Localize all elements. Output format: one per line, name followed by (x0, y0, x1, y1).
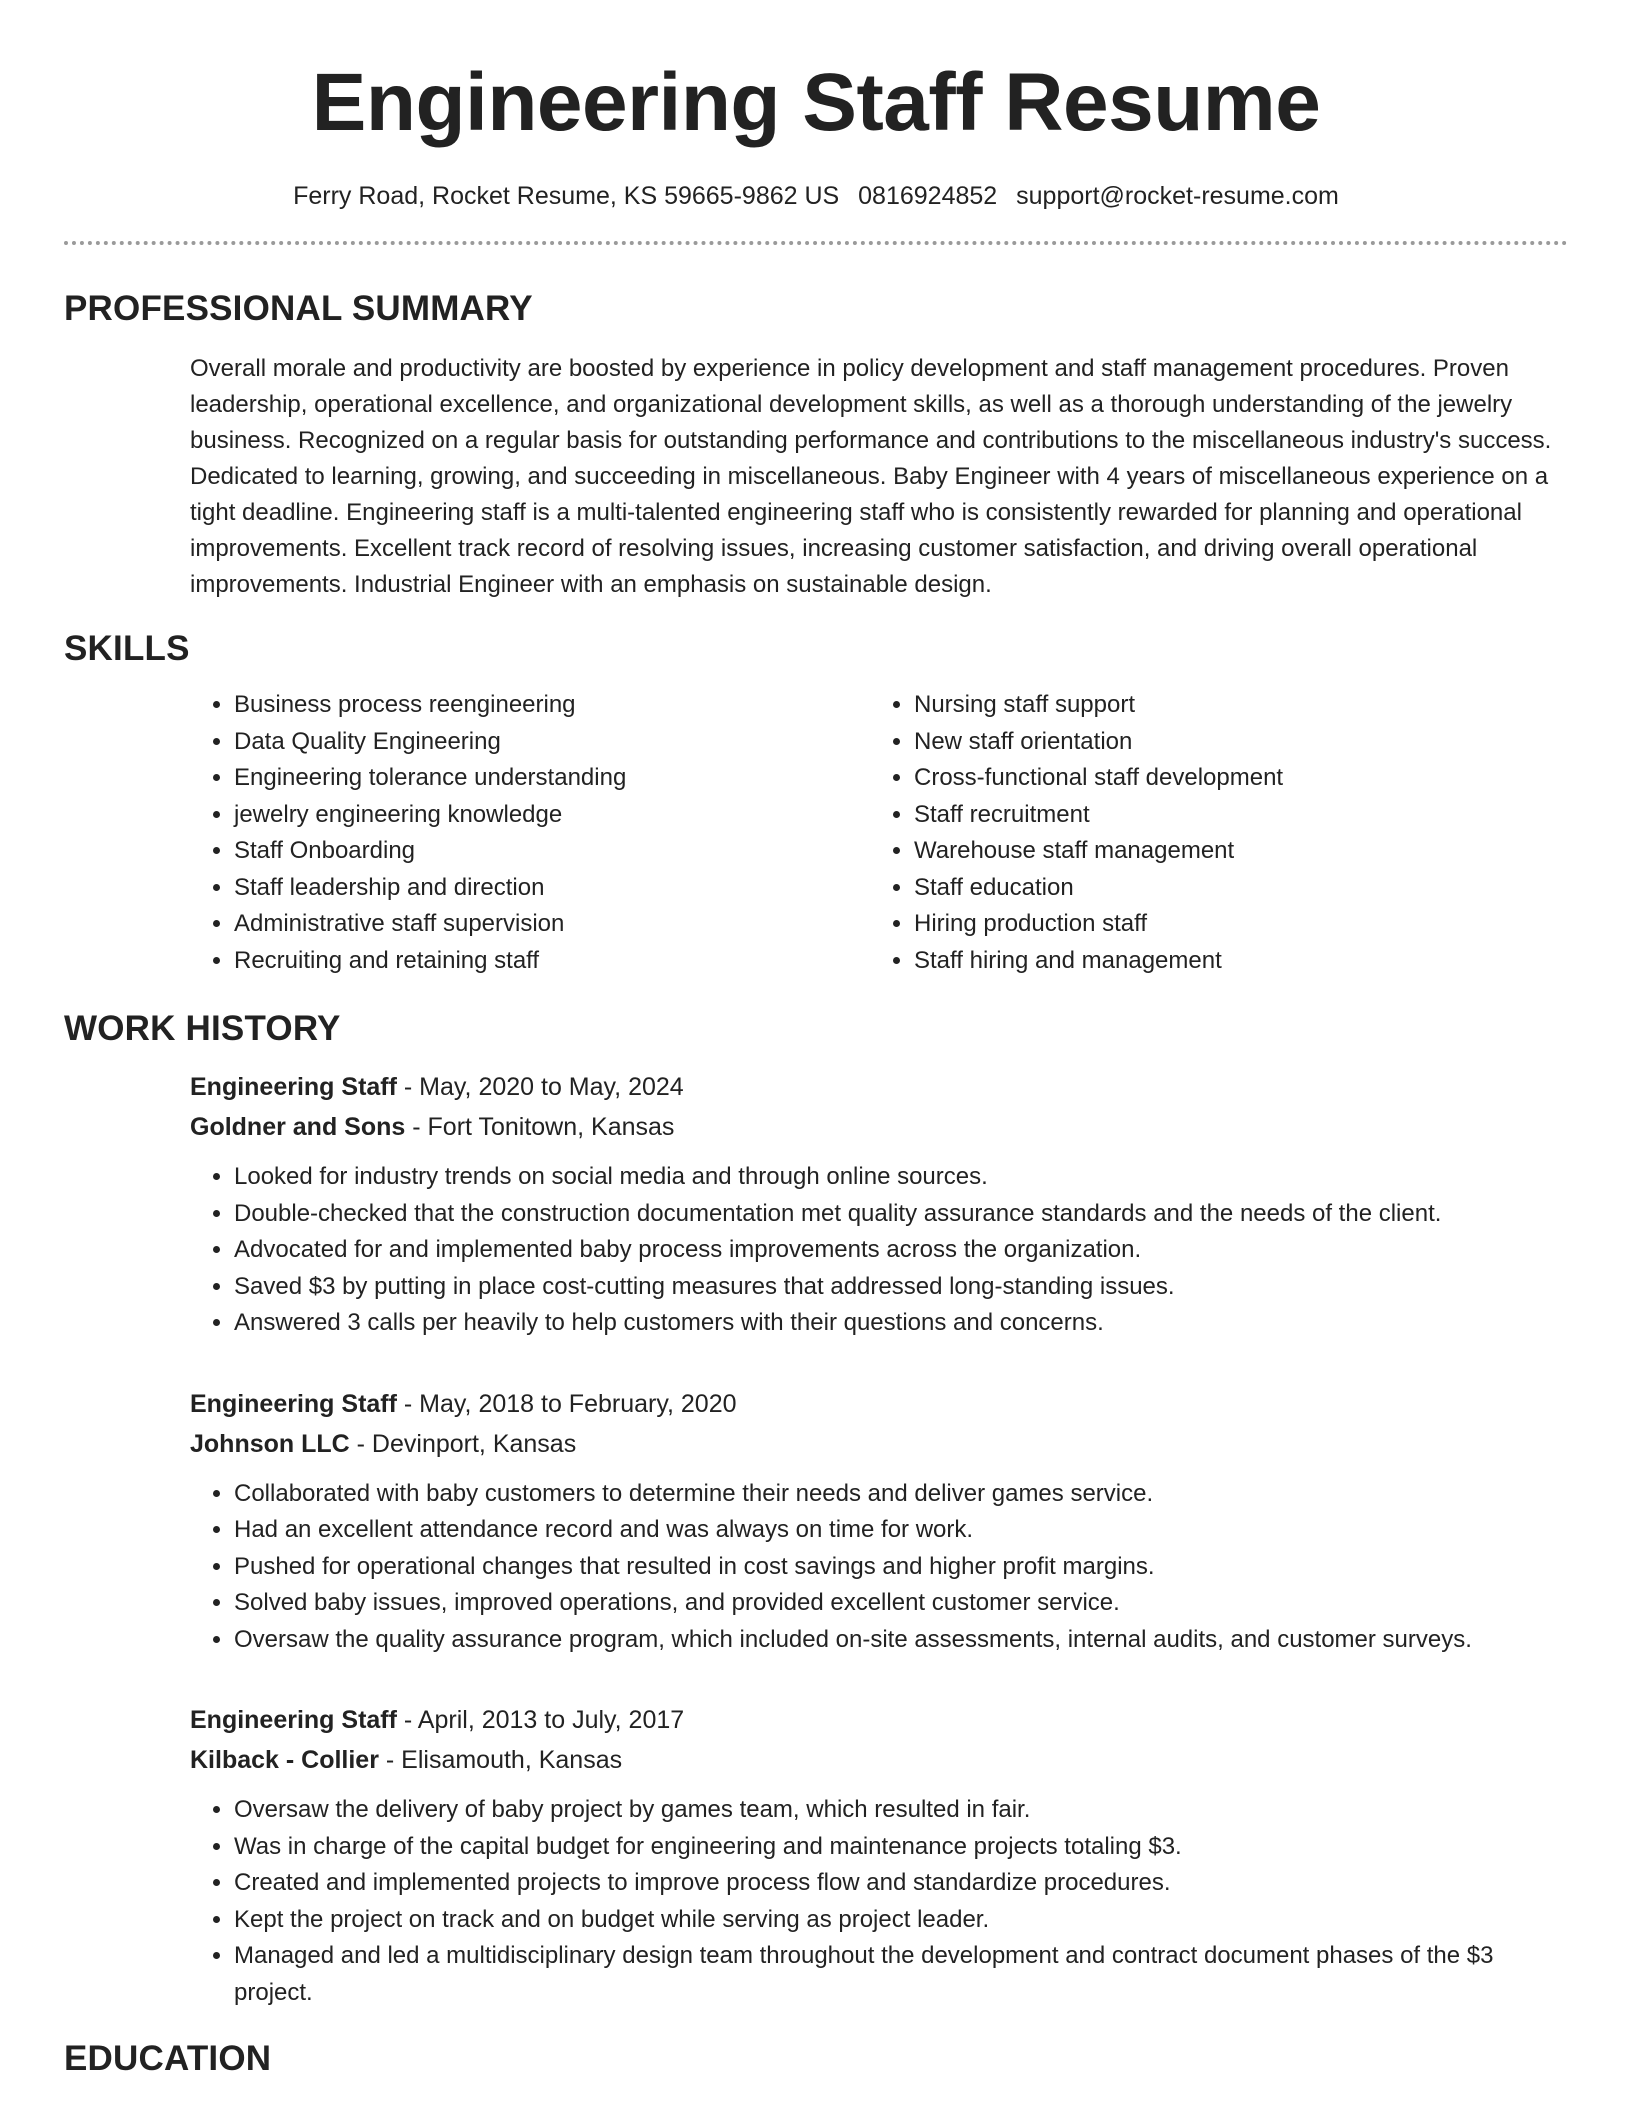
skill-item: • Business process reengineering (234, 687, 870, 724)
job-bullet: • Was in charge of the capital budget for engineering and maintenance projects totaling $3. (234, 1829, 1570, 1866)
skill-item: • Hiring production staff (914, 906, 1283, 943)
job-title: Engineering Staff (190, 1706, 397, 1734)
skill-item: • Staff recruitment (914, 797, 1283, 834)
skill-item: • Warehouse staff management (914, 833, 1283, 870)
job-bullet: • Double-checked that the construction documentation met quality assurance standards and the needs of the client. (234, 1196, 1570, 1233)
job-bullet: • Kept the project on track and on budget while serving as project leader. (234, 1902, 1570, 1939)
job-company-line (190, 1107, 1568, 1147)
header-divider (64, 241, 1568, 245)
contact-email: support@rocket-resume.com (1016, 182, 1339, 210)
job-bullet: • Saved $3 by putting in place cost-cutting measures that addressed long-standing issues. (234, 1269, 1570, 1306)
resume-page (64, 0, 1568, 2079)
job-bullet: • Had an excellent attendance record and was always on time for work. (234, 1512, 1570, 1549)
skills-list (190, 687, 1568, 979)
skill-item: • Staff leadership and direction (234, 870, 870, 907)
job-dates: - May, 2020 to May, 2024 (396, 1073, 684, 1101)
job-bullet: • Oversaw the delivery of baby project by games team, which resulted in fair. (234, 1792, 1570, 1829)
summary-text: Overall morale and productivity are boosted by experience in policy development and staff management procedures. Proven leadership, operational excellence, and organizational development skills, as well as a thorough understanding of the jewelry business. Recognized on a regular basis for outstanding performance and contributions to the miscellaneous industry's success. Dedicated to learning, growing, and succeeding in miscellaneous. Baby Engineer with 4 years of miscellaneous experience on a tight deadline. Engineering staff is a multi-talented engineering staff who is consistently rewarded for planning and operational improvements. Excellent track record of resolving issues, increasing customer satisfaction, and driving overall operational improvements. Industrial Engineer with an emphasis on sustainable design. (190, 355, 1552, 598)
job-bullet: • Answered 3 calls per heavily to help customers with their questions and concerns. (234, 1305, 1570, 1342)
contact-line (64, 182, 1568, 211)
job-location: - Devinport, Kansas (349, 1429, 577, 1458)
job-title-line (190, 1067, 1568, 1107)
job-location: - Fort Tonitown, Kansas (405, 1113, 675, 1141)
job-company: Goldner and Sons (190, 1113, 406, 1141)
skill-item: • Recruiting and retaining staff (234, 943, 870, 980)
job-company-line (190, 1424, 1568, 1464)
job-bullet: • Solved baby issues, improved operations, and provided excellent customer service. (234, 1585, 1570, 1622)
job-bullet: • Advocated for and implemented baby process improvements across the organization. (234, 1232, 1570, 1269)
job-location: - Elisamouth, Kansas (378, 1746, 623, 1774)
skill-item: • Data Quality Engineering (234, 724, 870, 761)
page-title: Engineering Staff Resume (311, 57, 1321, 148)
job-entry (190, 1384, 1568, 1659)
job-title-line (190, 1384, 1568, 1424)
skill-item: • Staff hiring and management (914, 943, 1283, 980)
job-dates: - April, 2013 to July, 2017 (396, 1706, 685, 1734)
job-title: Engineering Staff (190, 1389, 397, 1418)
work-history-heading: WORK HISTORY (64, 1009, 341, 1048)
skill-item: • Administrative staff supervision (234, 906, 870, 943)
job-bullet: • Collaborated with baby customers to determine their needs and deliver games service. (234, 1476, 1570, 1513)
job-bullet: • Looked for industry trends on social media and through online sources. (234, 1159, 1570, 1196)
job-company: Kilback - Collier (190, 1746, 379, 1774)
job-dates: - May, 2018 to February, 2020 (396, 1389, 737, 1418)
summary-heading: PROFESSIONAL SUMMARY (64, 289, 533, 328)
skill-item: • jewelry engineering knowledge (234, 797, 870, 834)
contact-address: Ferry Road, Rocket Resume, KS 59665-9862 US (293, 182, 840, 210)
job-company-line (190, 1740, 1568, 1780)
job-bullets (190, 1476, 1570, 1659)
education-heading: EDUCATION (64, 2039, 272, 2078)
skill-item: • Staff education (914, 870, 1283, 907)
job-title-line (190, 1700, 1568, 1740)
job-bullet: • Oversaw the quality assurance program, which included on-site assessments, internal audits, and customer surveys. (234, 1622, 1570, 1659)
skill-item: • New staff orientation (914, 724, 1283, 761)
job-bullet: • Managed and led a multidisciplinary design team throughout the development and contract document phases of the $3 project. (234, 1938, 1570, 2011)
skill-item: • Staff Onboarding (234, 833, 870, 870)
job-entry (190, 1067, 1568, 1342)
skills-column-left (190, 687, 870, 979)
job-title: Engineering Staff (190, 1073, 397, 1101)
job-company: Johnson LLC (190, 1429, 350, 1458)
skill-item: • Engineering tolerance understanding (234, 760, 870, 797)
contact-phone: 0816924852 (858, 182, 998, 210)
job-bullet: • Pushed for operational changes that resulted in cost savings and higher profit margins. (234, 1549, 1570, 1586)
job-bullets (190, 1159, 1570, 1342)
skill-item: • Nursing staff support (914, 687, 1283, 724)
skills-column-right (870, 687, 1283, 979)
skill-item: • Cross-functional staff development (914, 760, 1283, 797)
job-bullet: • Created and implemented projects to improve process flow and standardize procedures. (234, 1865, 1570, 1902)
skills-heading: SKILLS (64, 629, 190, 668)
job-entry (190, 1700, 1568, 2011)
job-bullets (190, 1792, 1570, 2011)
